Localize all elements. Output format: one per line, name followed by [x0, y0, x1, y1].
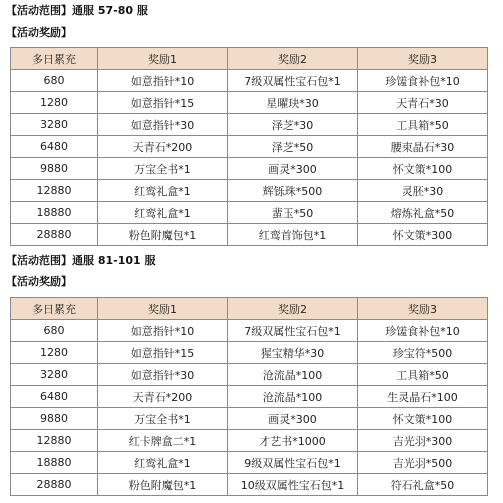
cell-reward-1: 粉色附魔包*1: [98, 224, 228, 246]
cell-reward-3: 珍馐食补包*10: [358, 70, 488, 92]
section-2-range-heading: [6, 254, 156, 268]
table-row: [11, 430, 488, 452]
cell-reward-2: 画灵*300: [228, 158, 358, 180]
cell-recharge: 6480: [11, 386, 98, 408]
cell-recharge: 9880: [11, 408, 98, 430]
cell-reward-2: 10级双属性宝石包*1: [228, 474, 358, 496]
cell-reward-3: 灵胚*30: [358, 180, 488, 202]
cell-recharge: 12880: [11, 430, 98, 452]
cell-recharge: 680: [11, 70, 98, 92]
cell-reward-3: 怀文策*300: [358, 224, 488, 246]
col-header-reward-3: 奖励3: [358, 48, 488, 70]
table-row: [11, 320, 488, 342]
cell-reward-3: 符石礼盒*50: [358, 474, 488, 496]
cell-reward-1: 粉色附魔包*1: [98, 474, 228, 496]
cell-reward-3: 吉光羽*300: [358, 430, 488, 452]
section-1-reward-table: [10, 47, 488, 246]
section-1-reward-heading: 【活动奖励】: [6, 26, 72, 39]
cell-reward-1: 如意指针*30: [98, 364, 228, 386]
cell-reward-3: 珍宝符*500: [358, 342, 488, 364]
cell-reward-2: 蜚玉*50: [228, 202, 358, 224]
cell-reward-1: 红鸾礼盒*1: [98, 202, 228, 224]
cell-reward-1: 万宝全书*1: [98, 408, 228, 430]
cell-reward-1: 如意指针*10: [98, 320, 228, 342]
table-row: [11, 114, 488, 136]
cell-reward-3: 天青石*30: [358, 92, 488, 114]
section-2-reward-table: [10, 297, 488, 496]
cell-recharge: 1280: [11, 92, 98, 114]
table-row: [11, 136, 488, 158]
cell-reward-2: 泽芝*30: [228, 114, 358, 136]
cell-recharge: 3280: [11, 364, 98, 386]
cell-recharge: 28880: [11, 474, 98, 496]
cell-reward-1: 如意指针*15: [98, 92, 228, 114]
cell-reward-3: 腰束晶石*30: [358, 136, 488, 158]
col-header-recharge: 多日累充: [11, 48, 98, 70]
table-row: [11, 474, 488, 496]
cell-reward-2: 红鸾首饰包*1: [228, 224, 358, 246]
cell-recharge: 3280: [11, 114, 98, 136]
cell-reward-3: 怀文策*100: [358, 408, 488, 430]
cell-reward-1: 天青石*200: [98, 386, 228, 408]
cell-recharge: 28880: [11, 224, 98, 246]
section-2-reward-heading: 【活动奖励】: [6, 275, 72, 288]
cell-reward-1: 红卡牌盒二*1: [98, 430, 228, 452]
cell-recharge: 6480: [11, 136, 98, 158]
section-1-range-label: 【活动范围】: [6, 4, 72, 17]
section-1-range-heading: [6, 4, 148, 18]
cell-recharge: 9880: [11, 158, 98, 180]
table-row: [11, 364, 488, 386]
cell-reward-1: 如意指针*15: [98, 342, 228, 364]
col-header-reward-1: 奖励1: [98, 298, 228, 320]
cell-reward-1: 万宝全书*1: [98, 158, 228, 180]
cell-reward-2: 9级双属性宝石包*1: [228, 452, 358, 474]
section-2-range-value: 通服 81-101 服: [72, 254, 156, 267]
table-row: [11, 202, 488, 224]
cell-reward-3: 怀文策*100: [358, 158, 488, 180]
table-row: [11, 158, 488, 180]
table-row: [11, 224, 488, 246]
cell-recharge: 680: [11, 320, 98, 342]
cell-reward-2: 才艺书*1000: [228, 430, 358, 452]
cell-recharge: 1280: [11, 342, 98, 364]
cell-reward-1: 红鸾礼盒*1: [98, 452, 228, 474]
cell-reward-2: 画灵*300: [228, 408, 358, 430]
cell-reward-3: 吉光羽*500: [358, 452, 488, 474]
cell-reward-2: 辉铄珠*500: [228, 180, 358, 202]
col-header-recharge: 多日累充: [11, 298, 98, 320]
cell-reward-2: 7级双属性宝石包*1: [228, 70, 358, 92]
section-1-range-value: 通服 57-80 服: [72, 4, 148, 17]
cell-reward-1: 天青石*200: [98, 136, 228, 158]
cell-reward-3: 熔炼礼盒*50: [358, 202, 488, 224]
cell-reward-2: 7级双属性宝石包*1: [228, 320, 358, 342]
cell-reward-2: 猩宝精华*30: [228, 342, 358, 364]
table-row: [11, 386, 488, 408]
table-row: [11, 92, 488, 114]
cell-reward-3: 工具箱*50: [358, 114, 488, 136]
cell-recharge: 18880: [11, 452, 98, 474]
col-header-reward-2: 奖励2: [228, 48, 358, 70]
section-2-range-label: 【活动范围】: [6, 254, 72, 267]
table-row: [11, 70, 488, 92]
cell-reward-2: 沧流晶*100: [228, 364, 358, 386]
cell-reward-1: 如意指针*30: [98, 114, 228, 136]
cell-recharge: 18880: [11, 202, 98, 224]
table-row: [11, 342, 488, 364]
cell-reward-1: 红鸾礼盒*1: [98, 180, 228, 202]
cell-reward-3: 生灵晶石*100: [358, 386, 488, 408]
cell-reward-1: 如意指针*10: [98, 70, 228, 92]
col-header-reward-1: 奖励1: [98, 48, 228, 70]
cell-recharge: 12880: [11, 180, 98, 202]
cell-reward-2: 沧流晶*100: [228, 386, 358, 408]
table-header-row: [11, 298, 488, 320]
cell-reward-3: 珍馐食补包*10: [358, 320, 488, 342]
cell-reward-3: 工具箱*50: [358, 364, 488, 386]
table-row: [11, 180, 488, 202]
col-header-reward-2: 奖励2: [228, 298, 358, 320]
table-row: [11, 452, 488, 474]
cell-reward-2: 泽芝*50: [228, 136, 358, 158]
table-row: [11, 408, 488, 430]
section-1-table-body: [11, 70, 488, 246]
table-header-row: [11, 48, 488, 70]
cell-reward-2: 星曜玦*30: [228, 92, 358, 114]
col-header-reward-3: 奖励3: [358, 298, 488, 320]
section-2-table-body: [11, 320, 488, 496]
